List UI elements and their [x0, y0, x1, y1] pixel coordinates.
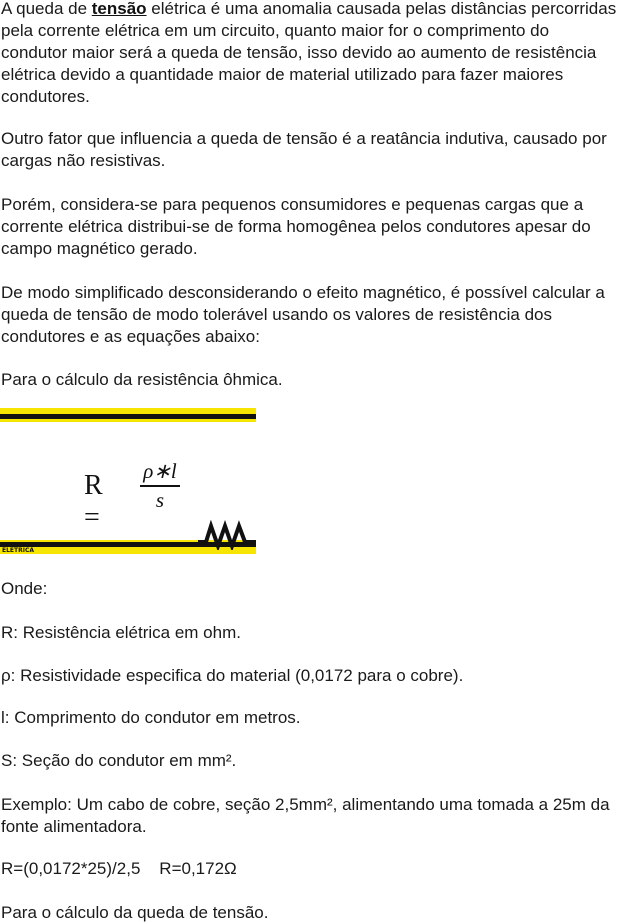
brand-line1: CONCEITO	[2, 542, 29, 548]
brand-line2: ELÉTRICA	[2, 547, 35, 554]
voltage-drop-heading: Para o cálculo da queda de tensão.	[1, 903, 269, 922]
example-calculation: R=(0,0172*25)/2,5 R=0,172Ω	[1, 859, 237, 878]
formula-lhs	[84, 470, 103, 534]
formula-numerator: ρ∗l	[143, 459, 177, 483]
definition-rho: ρ: Resistividade especifica do material (0,0172 para o cobre).	[1, 666, 464, 685]
brand-logo	[2, 542, 34, 554]
top-stripe	[0, 408, 256, 422]
formula-fraction	[140, 458, 180, 512]
example-paragraph: Exemplo: Um cabo de cobre, seção 2,5mm², alimentando uma tomada a 25m da fonte alimentadora.	[1, 795, 610, 836]
intro-paragraph	[1, 0, 619, 108]
formula-R: R	[84, 470, 103, 501]
resistance-heading: Para o cálculo da resistência ôhmica.	[1, 370, 283, 389]
resistance-formula-image	[0, 408, 258, 556]
definition-R: R: Resistência elétrica em ohm.	[1, 623, 241, 642]
fraction-bar	[140, 485, 180, 487]
simplified-paragraph: De modo simplificado desconsiderando o efeito magnético, é possível calcular a queda de tensão de modo tolerável usando os valores de resistência dos condutores e as equações abaixo:	[1, 283, 605, 346]
reactance-paragraph: Outro fator que influencia a queda de tensão é a reatância indutiva, causado por cargas não resistivas.	[1, 129, 607, 170]
formula-equals: =	[84, 502, 100, 533]
homogeneous-paragraph: Porém, considera-se para pequenos consumidores e pequenas cargas que a corrente elétrica distribui-se de forma homogênea pelos condutores apesar do campo magnético gerado.	[1, 195, 591, 258]
intro-text-start: A queda de	[1, 0, 92, 18]
onde-label: Onde:	[1, 579, 48, 598]
formula-denominator: s	[155, 487, 165, 512]
intro-text-rest: elétrica é uma anomalia causada pelas distâncias percorridas pela corrente elétrica em um circuito, quanto maior for o comprimento do condutor maior será a queda de tensão, isso devido ao aumento de resistência elétrica devido a quantidade maior de material utilizado para fazer maiores condutores.	[1, 0, 617, 106]
definition-l: l: Comprimento do condutor em metros.	[1, 708, 301, 727]
definition-S: S: Seção do condutor em mm².	[1, 751, 237, 770]
tensao-link[interactable]: tensão	[91, 0, 147, 18]
resistor-zigzag-icon	[198, 520, 256, 550]
